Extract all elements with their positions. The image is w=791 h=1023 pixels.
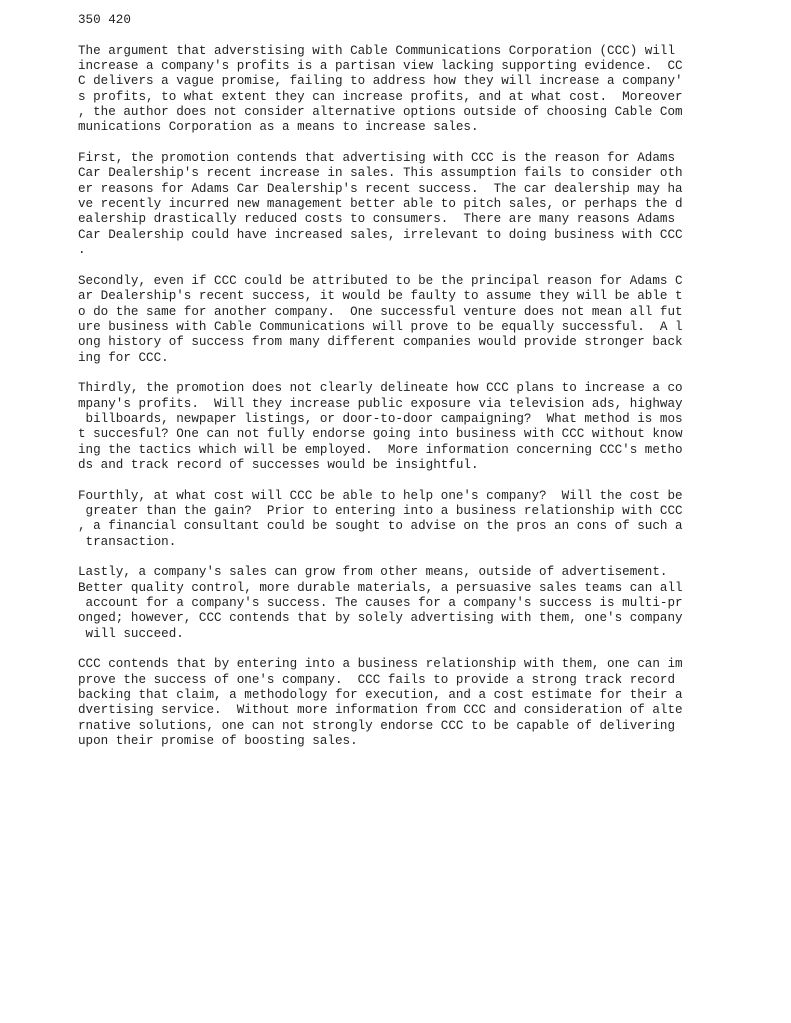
paragraph	[78, 565, 758, 642]
text-line: er reasons for Adams Car Dealership's recent success. The car dealership may ha	[78, 181, 683, 196]
text-line: Better quality control, more durable materials, a persuasive sales teams can all	[78, 580, 683, 595]
text-line: greater than the gain? Prior to entering into a business relationship with CCC	[78, 504, 683, 518]
text-line: Car Dealership could have increased sales, irrelevant to doing business with CCC	[78, 227, 683, 242]
text-line: upon their promise of boosting sales.	[78, 734, 358, 749]
text-line: increase a company's profits is a partisan view lacking supporting evidence. CC	[78, 59, 683, 74]
text-line: onged; however, CCC contends that by solely advertising with them, one's company	[78, 611, 683, 626]
text-line: ing for CCC.	[78, 350, 169, 365]
text-line: mpany's profits. Will they increase public exposure via television ads, highway	[78, 396, 683, 411]
paragraph	[78, 657, 758, 749]
text-line: dvertising service. Without more information from CCC and consideration of alte	[78, 703, 683, 718]
text-line: rnative solutions, one can not strongly endorse CCC to be capable of delivering	[78, 718, 676, 733]
text-line: Thirdly, the promotion does not clearly delineate how CCC plans to increase a co	[78, 381, 683, 396]
text-line: , a financial consultant could be sought to advise on the pros an cons of such a	[78, 519, 683, 534]
paragraph	[78, 274, 758, 366]
text-line: Secondly, even if CCC could be attributed to be the principal reason for Adams C	[78, 273, 683, 288]
document-body	[78, 44, 758, 750]
text-line: ong history of success from many different companies would provide stronger back	[78, 335, 683, 350]
text-line: munications Corporation as a means to increase sales.	[78, 120, 479, 135]
text-line: account for a company's success. The causes for a company's success is multi-pr	[78, 596, 683, 611]
text-line: ds and track record of successes would be insightful.	[78, 457, 479, 472]
text-line: o do the same for another company. One successful venture does not mean all fut	[78, 304, 683, 319]
paragraph	[78, 44, 758, 136]
text-line: First, the promotion contends that advertising with CCC is the reason for Adams	[78, 151, 676, 166]
text-line: ealership drastically reduced costs to consumers. There are many reasons Adams	[78, 212, 676, 227]
text-line: Lastly, a company's sales can grow from other means, outside of advertisement.	[78, 565, 668, 580]
text-line: t succesful? One can not fully endorse going into business with CCC without know	[78, 427, 683, 442]
paragraph	[78, 381, 758, 473]
document	[78, 13, 758, 750]
text-line: backing that claim, a methodology for execution, and a cost estimate for their a	[78, 688, 683, 703]
text-line: Car Dealership's recent increase in sales. This assumption fails to consider oth	[78, 166, 683, 181]
text-line: Fourthly, at what cost will CCC be able to help one's company? Will the cost be	[78, 488, 683, 503]
text-line: C delivers a vague promise, failing to address how they will increase a company'	[78, 74, 683, 89]
text-line: prove the success of one's company. CCC fails to provide a strong track record	[78, 672, 676, 687]
text-line: ure business with Cable Communications will prove to be equally successful. A l	[78, 319, 683, 334]
text-line: transaction.	[78, 534, 177, 549]
text-line: ing the tactics which will be employed. More information concerning CCC's metho	[78, 442, 683, 457]
document-header: 350 420	[78, 13, 131, 27]
text-line: billboards, newpaper listings, or door-to-door campaigning? What method is mos	[78, 411, 683, 426]
text-line: , the author does not consider alternative options outside of choosing Cable Com	[78, 105, 683, 120]
text-line: CCC contends that by entering into a business relationship with them, one can im	[78, 657, 683, 672]
text-line: ar Dealership's recent success, it would be faulty to assume they will be able t	[78, 289, 683, 304]
text-line: The argument that adverstising with Cable Communications Corporation (CCC) will	[78, 43, 676, 58]
text-line: s profits, to what extent they can increase profits, and at what cost. Moreover	[78, 89, 683, 104]
paragraph	[78, 489, 758, 550]
text-line: will succeed.	[78, 626, 184, 641]
paragraph	[78, 151, 758, 258]
text-line: ve recently incurred new management better able to pitch sales, or perhaps the d	[78, 197, 683, 212]
text-line: .	[78, 243, 86, 258]
